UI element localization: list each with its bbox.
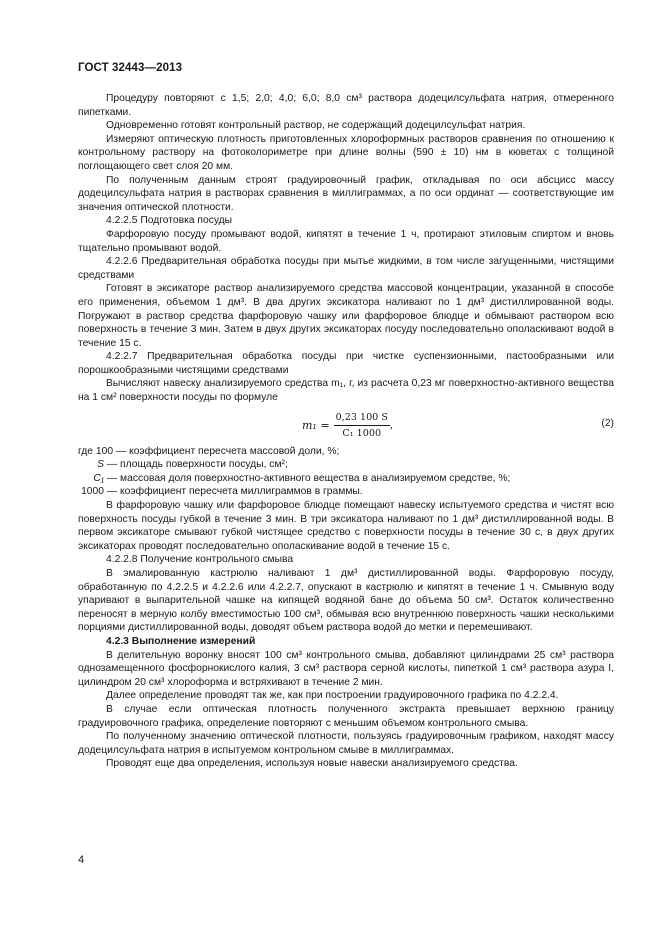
formula [302,411,393,441]
paragraph: Вычисляют навеску анализируемого средства m₁, г, из расчета 0,23 мг поверхностно-активного вещества на 1 см² поверхности посуды по формуле [78,378,614,404]
legend-row [78,458,614,472]
paragraph: Проводят еще два определения, используя новые навески анализируемого средства. [106,758,518,770]
formula-block [78,409,614,439]
formula-numerator: 0,23 100 S [334,411,390,427]
section-heading-423: 4.2.3 Выполнение измерений [106,635,256,647]
formula-denominator: C₁ 1000 [342,428,382,440]
paragraph: По полученным данным строят градуировочный график, откладывая по оси абсцисс массу додецилсульфата натрия в растворах сравнения в миллиграммах, а по оси ординат — соответствующие им значения оптической плотности. [78,174,614,213]
paragraph: В случае если оптическая плотность полученного экстракта превышает верхнюю границу градуировочного графика, определение повторяют с меньшим объемом контрольного смыва. [78,703,614,729]
legend-symbol: S [97,459,104,471]
formula-legend [78,445,614,499]
legend-symbol: C₁ [93,472,104,484]
formula-suffix: , [389,418,394,431]
section-heading-4227: 4.2.2.7 Предварительная обработка посуды при чистке суспензионными, пастообразными или порошкообразными чистящими средствами [78,351,614,376]
formula-lhs: m₁ = [302,418,330,432]
paragraph: Готовят в эксикаторе раствор анализируемого средства массовой концентрации, указанной в способе его применения, объемом 1 дм³. В два других эксикатора наливают по 1 дм³ дистиллированной воды. Погружают в раствор средства фарфоровую чашку или фарфоровое блюдце и обмывают раствором всю поверхность в течение 3 мин. Затем в двух других эксикаторах посуду последовательно ополаскивают водой в течение 15 с. [78,283,614,349]
paragraph: Процедуру повторяют с 1,5; 2,0; 4,0; 6,0; 8,0 см³ раствора додецилсульфата натрия, отмеренного пипетками. [78,93,614,118]
legend-row: где 100 — коэффициент пересчета массовой доли, %; [78,445,340,457]
paragraph: В делительную воронку вносят 100 см³ контрольного смыва, добавляют цилиндрами 25 см³ раствора однозамещенного фосфорнокислого калия, 3 см³ раствора серной кислоты, пипеткой 1 см³ раствора азура I, цилиндром 20 см³ хлороформа и встряхивают в течение 2 мин. [78,649,614,688]
page-number: 4 [78,854,85,866]
legend-text: — площадь поверхности посуды, см²; [104,459,288,471]
formula-fraction [334,411,390,441]
paragraph: В эмалированную кастрюлю наливают 1 дм³ дистиллированной воды. Фарфоровую посуду, обработанную по 4.2.2.5 и 4.2.2.6 или 4.2.2.7, опускают в кастрюлю и кипятят в течение 1 ч. Смывную воду упаривают в выпарительной чашке на кипящей водяной бане до объема 50 см³. Остаток количественно переносят в мерную колбу вместимостью 100 см³, обмывая всю внутреннюю поверхность чашки несколькими порциями дистиллированной воды, доводят объем раствора водой до метки и перемешивают. [78,568,614,634]
legend-text: — массовая доля поверхностно-активного вещества в анализируемом средстве, %; [104,472,511,484]
paragraph: По полученному значению оптической плотности, пользуясь градуировочным графиком, находят массу додецилсульфата натрия в испытуемом контрольном смыве в миллиграммах. [78,731,614,756]
section-heading-4226: 4.2.2.6 Предварительная обработка посуды при мытье жидкими, в том числе загущенными, чистящими средствами [78,256,614,281]
page-header: ГОСТ 32443—2013 [78,62,183,74]
legend-row [78,485,614,499]
section-heading-4225: 4.2.2.5 Подготовка посуды [106,215,233,227]
formula-number: (2) [601,417,614,429]
legend-symbol: 1000 [81,486,104,498]
legend-row [78,472,614,486]
paragraph: Фарфоровую посуду промывают водой, кипятят в течение 1 ч, протирают этиловым спиртом и вновь тщательно промывают водой. [78,228,614,254]
paragraph: Далее определение проводят так же, как при построении градуировочного графика по 4.2.2.4. [106,690,559,702]
paragraph: Измеряют оптическую плотность приготовленных хлороформных растворов сравнения по отношению к контрольному раствору на фотоколориметре при длине волны (590 ± 10) нм в кюветах с толщиной поглощающего свет слоя 20 мм. [78,133,614,172]
legend-text: — коэффициент пересчета миллиграммов в граммы. [104,486,363,498]
section-heading-4228: 4.2.2.8 Получение контрольного смыва [106,554,294,566]
paragraph: Одновременно готовят контрольный раствор, не содержащий додецилсульфат натрия. [106,120,526,132]
document-body [78,92,614,771]
paragraph: В фарфоровую чашку или фарфоровое блюдце помещают навеску испытуемого средства и чистят всю поверхность посуды губкой в течение 3 мин. В три эксикатора наливают по 1 дм³ дистиллированной воды. В первом эксикаторе смывают губкой чистящее средство с поверхности посуды в течение 30 с, в двух других эксикаторах проводят последовательно ополаскивание водой в течение 15 с. [78,500,614,552]
